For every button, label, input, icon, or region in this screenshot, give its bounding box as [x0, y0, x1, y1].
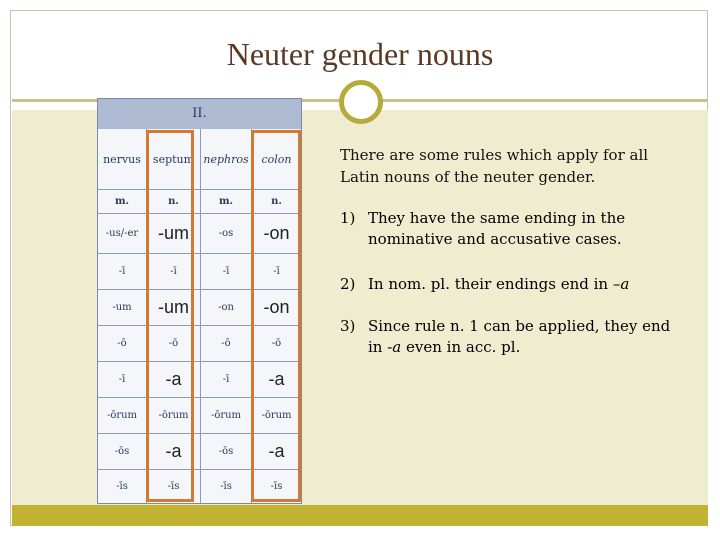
ending-overlay: -um — [158, 222, 189, 243]
ending-cell: -īs — [116, 480, 128, 492]
rule-number: 1) — [340, 209, 356, 227]
ending-cell: -ī — [118, 373, 126, 385]
ending-cell: -um — [112, 301, 132, 313]
ending-cell: -ī — [118, 265, 126, 277]
slide-title: Neuter gender nouns — [226, 36, 494, 72]
ending-cell: -ō — [117, 337, 127, 349]
ending-cell: -ō — [271, 337, 282, 349]
ending-cell: -ōs — [114, 445, 130, 457]
decorative-circle-icon — [339, 80, 383, 124]
ending-cell: -os — [218, 227, 234, 239]
ending-cell: -ī — [222, 373, 230, 385]
ending-cell: -ōrum — [261, 409, 292, 421]
ending-cell: -ōrum — [158, 409, 189, 421]
rule-text-part: Since rule n. 1 can be applied, they end in - — [368, 317, 671, 356]
rule-number: 2) — [340, 275, 356, 293]
gender-label: n. — [168, 195, 179, 207]
rule-text-emphasis: a — [392, 338, 402, 356]
rule-number: 3) — [340, 317, 356, 335]
ending-cell: -īs — [270, 480, 283, 492]
neuter-column-highlight — [146, 130, 194, 502]
ending-cell: -ī — [170, 265, 177, 277]
ending-cell: -ōrum — [210, 409, 242, 421]
word-nervus: nervus — [103, 152, 141, 166]
footer-bar — [12, 505, 708, 526]
ending-cell: -ōrum — [106, 409, 138, 421]
gender-label: n. — [271, 195, 282, 207]
ending-cell: -ī — [273, 265, 280, 277]
gender-label: m. — [114, 195, 130, 207]
neuter-column-highlight — [251, 130, 301, 502]
rule-text-part: In nom. pl. their endings end in – — [368, 275, 621, 293]
ending-overlay: -on — [263, 222, 290, 243]
word-colon: colon — [261, 152, 292, 166]
rule-text-emphasis: a — [620, 275, 630, 293]
ending-overlay: -a — [165, 440, 182, 461]
word-septum: septum — [152, 152, 195, 166]
ending-overlay: -a — [268, 440, 285, 461]
rule-text-part: even in acc. pl. — [401, 338, 521, 356]
intro-text: There are some rules which apply for all Latin nouns of the neuter gender. — [340, 146, 649, 186]
ending-cell: -ō — [168, 337, 179, 349]
ending-overlay: -um — [158, 296, 189, 317]
ending-cell: -ōs — [218, 445, 234, 457]
rule-text — [368, 274, 688, 295]
ending-overlay: -on — [263, 296, 290, 317]
ending-cell: -ō — [221, 337, 231, 349]
ending-overlay: -a — [268, 368, 285, 389]
table-header: II. — [98, 99, 301, 129]
ending-cell: -ī — [222, 265, 230, 277]
word-nephros: nephros — [203, 152, 249, 166]
ending-cell: -us/-er — [105, 227, 139, 239]
ending-overlay: -a — [165, 368, 182, 389]
rule-text — [368, 316, 683, 358]
ending-cell: -īs — [167, 480, 180, 492]
ending-cell: -on — [218, 301, 234, 313]
ending-cell: -īs — [220, 480, 232, 492]
rule-text: They have the same ending in the nominative and accusative cases. — [368, 209, 626, 248]
gender-label: m. — [218, 195, 234, 207]
